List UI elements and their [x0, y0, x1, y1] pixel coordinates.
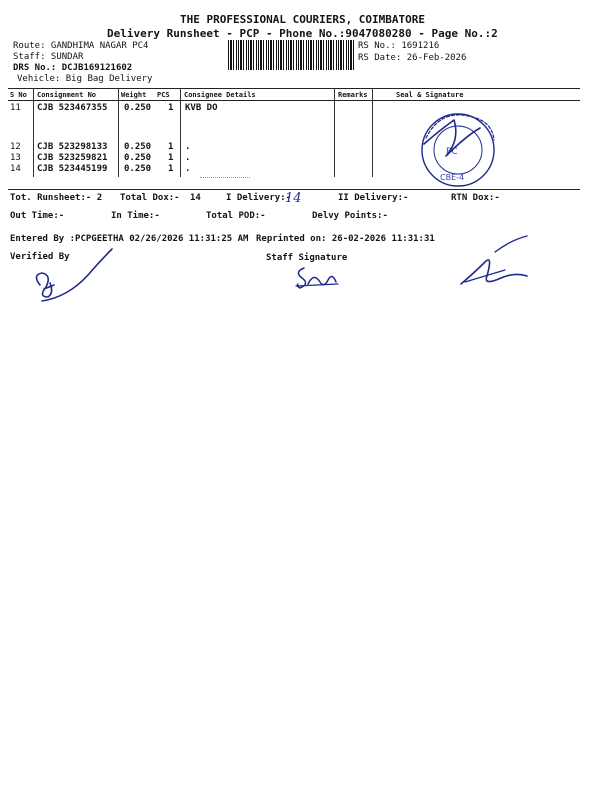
total-dox-value: 14 [190, 193, 201, 203]
row-pcs: 1 [168, 164, 174, 174]
row-pcs: 1 [168, 153, 174, 163]
row-sno: 12 [10, 142, 21, 152]
row-weight: 0.250 [124, 153, 152, 163]
rs-date: RS Date: 26-Feb-2026 [358, 53, 467, 63]
row-consignment: CJB 523467355 [37, 103, 108, 113]
route-label: Route: GANDHIMA NAGAR PC4 [13, 41, 149, 51]
col-divider [118, 88, 119, 177]
col-divider [372, 88, 373, 177]
row-pcs: 1 [168, 103, 174, 113]
entered-by: Entered By :PCPGEETHA 02/26/2026 11:31:25 AM [10, 234, 249, 244]
tot-runsheet: Tot. Runsheet:- 2 [10, 193, 103, 203]
row-sno: 14 [10, 164, 21, 174]
in-time-label: In Time:- [111, 211, 160, 221]
seal-center-text: PC [446, 147, 458, 157]
delvy-points-label: Delvy Points:- [312, 211, 388, 221]
staff-signature [292, 262, 352, 292]
table-header-rule [8, 100, 580, 101]
out-time-label: Out Time:- [10, 211, 65, 221]
col-divider [33, 88, 34, 177]
total-pod-label: Total POD:- [206, 211, 266, 221]
row-consignee: . [185, 142, 191, 152]
vehicle-label: Vehicle: Big Bag Delivery [17, 74, 153, 84]
col-header-pcs: PCS [157, 91, 170, 99]
col-divider [180, 88, 181, 177]
table-top-rule [8, 88, 580, 89]
company-seal-stamp [410, 110, 510, 190]
drs-number: DRS No.: DCJB169121602 [13, 63, 133, 73]
row-weight: 0.250 [124, 103, 152, 113]
reprinted-on: Reprinted on: 26-02-2026 11:31:31 [256, 234, 435, 244]
col-header-seal: Seal & Signature [396, 91, 464, 99]
row-consignment: CJB 523259821 [37, 153, 108, 163]
staff-label: Staff: SUNDAR [13, 52, 84, 62]
receiver-signature [455, 232, 535, 292]
ii-delivery-label: II Delivery:- [338, 193, 409, 203]
row-consignment: CJB 523298133 [37, 142, 108, 152]
col-divider [334, 88, 335, 177]
barcode [228, 40, 354, 70]
row-consignment: CJB 523445199 [37, 164, 108, 174]
i-delivery-handwritten: 14 [285, 191, 302, 206]
seal-bottom-text: CBE-4 [440, 173, 465, 182]
rs-number: RS No.: 1691216 [358, 41, 440, 51]
staff-signature-label: Staff Signature [266, 253, 348, 263]
i-delivery-label: I Delivery:- [226, 193, 292, 203]
row-consignee: KVB DO [185, 103, 218, 113]
row-consignee: . [185, 164, 191, 174]
col-header-weight: Weight [121, 91, 147, 99]
totals-rule [8, 189, 580, 190]
col-header-sno: S No [10, 91, 27, 99]
row-pcs: 1 [168, 142, 174, 152]
rtn-dox-label: RTN Dox:- [451, 193, 500, 203]
verified-by-label: Verified By [10, 252, 70, 262]
company-title: THE PROFESSIONAL COURIERS, COIMBATORE [180, 13, 426, 26]
row-weight: 0.250 [124, 164, 152, 174]
col-header-remarks: Remarks [338, 91, 368, 99]
verified-by-signature [28, 245, 118, 310]
row-weight: 0.250 [124, 142, 152, 152]
scan-artifact [200, 177, 250, 184]
col-header-consignment: Consignment No [37, 91, 97, 99]
row-sno: 11 [10, 103, 21, 113]
total-dox-label: Total Dox:- [120, 193, 180, 203]
runsheet-title: Delivery Runsheet - PCP - Phone No.:9047080280 - Page No.:2 [107, 27, 498, 40]
row-consignee: . [185, 153, 191, 163]
col-header-consignee: Consignee Details [184, 91, 256, 99]
row-sno: 13 [10, 153, 21, 163]
